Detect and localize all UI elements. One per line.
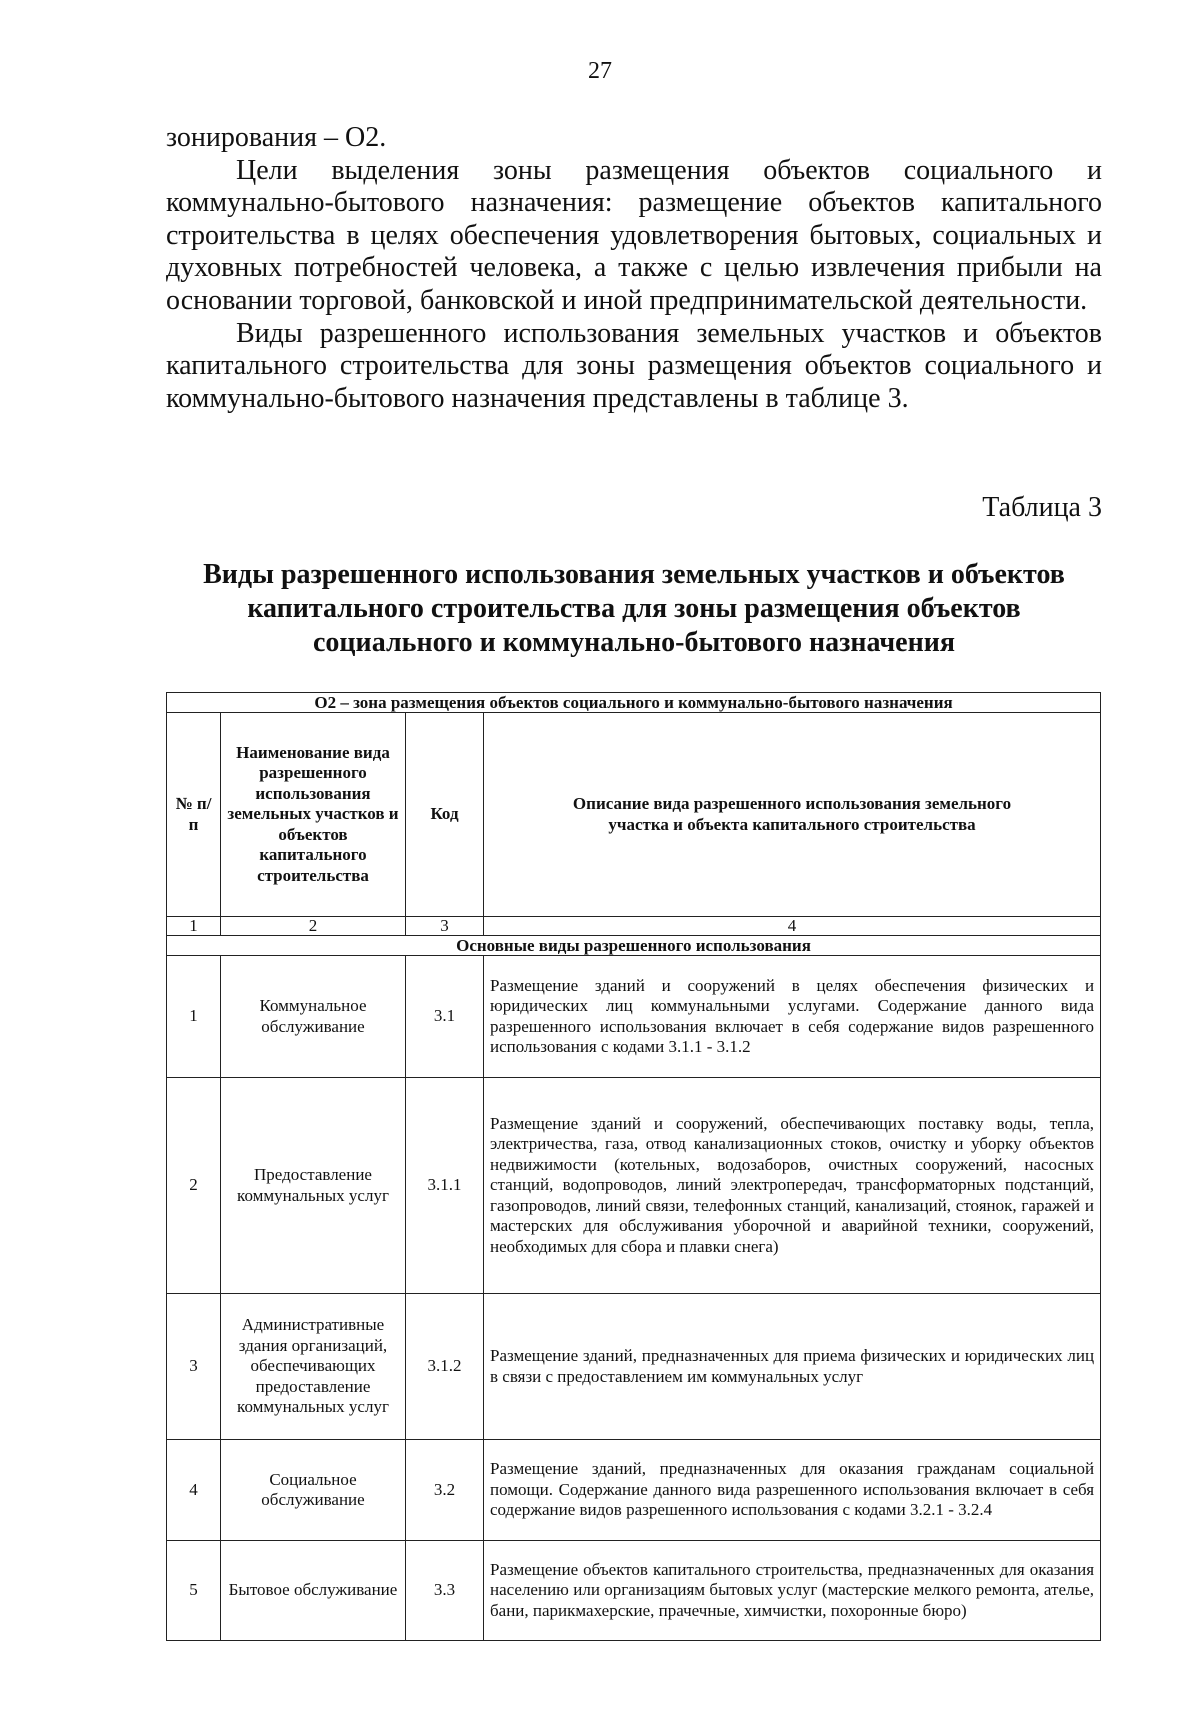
row-name: Коммунальное обслуживание	[221, 956, 406, 1078]
column-header-description: Описание вида разрешенного использования земельного участка и объекта капитального строительства	[484, 713, 1101, 917]
row-num: 1	[167, 956, 221, 1078]
row-num: 5	[167, 1541, 221, 1641]
row-name: Административные здания организаций, обеспечивающих предоставление коммунальных услуг	[221, 1294, 406, 1440]
column-header-num: № п/п	[167, 713, 221, 917]
table-row	[167, 1541, 1101, 1641]
column-header-name: Наименование вида разрешенного использования земельных участков и объектов капитального строительства	[221, 713, 406, 917]
paragraph-zoning-end: зонирования – О2.	[166, 122, 387, 153]
row-description: Размещение зданий, предназначенных для приема физических и юридических лиц в связи с предоставлением им коммунальных услуг	[484, 1294, 1101, 1440]
land-use-table	[166, 692, 1101, 1641]
table-row	[167, 1078, 1101, 1294]
column-number: 2	[221, 917, 406, 936]
column-number-row	[167, 917, 1101, 936]
column-number: 4	[484, 917, 1101, 936]
column-header-row	[167, 713, 1101, 917]
row-description: Размещение зданий, предназначенных для оказания гражданам социальной помощи. Содержание данного вида разрешенного использования включает в себя содержание видов разрешенного использования с кодами 3.2.1 - 3.2.4	[484, 1440, 1101, 1541]
table-row	[167, 1440, 1101, 1541]
section-header: Основные виды разрешенного использования	[167, 936, 1101, 956]
zone-header-row	[167, 693, 1101, 713]
row-code: 3.1.1	[406, 1078, 484, 1294]
table-title: Виды разрешенного использования земельных участков и объектов капитального строительства для зоны размещения объектов социального и коммунально-бытового назначения	[203, 559, 1065, 658]
row-num: 4	[167, 1440, 221, 1541]
row-code: 3.1	[406, 956, 484, 1078]
table-row	[167, 1294, 1101, 1440]
row-code: 3.3	[406, 1541, 484, 1641]
paragraph-land-use-types: Виды разрешенного использования земельных участков и объектов капитального строительства для зоны размещения объектов социального и коммунально-бытового назначения представлены в таблице 3.	[166, 317, 1102, 414]
column-number: 3	[406, 917, 484, 936]
row-name: Предоставление коммунальных услуг	[221, 1078, 406, 1294]
paragraph-zone-goals: Цели выделения зоны размещения объектов социального и коммунально-бытового назначения: размещение объектов капитального строительства в целях обеспечения удовлетворения бытовых, социальных и духовных потребностей человека, а также с целью извлечения прибыли на основании торговой, банковской и иной предпринимательской деятельности.	[166, 154, 1102, 316]
row-name: Социальное обслуживание	[221, 1440, 406, 1541]
column-header-code: Код	[406, 713, 484, 917]
row-num: 3	[167, 1294, 221, 1440]
row-description: Размещение объектов капитального строительства, предназначенных для оказания населению или организациям бытовых услуг (мастерские мелкого ремонта, ателье, бани, парикмахерские, прачечные, химчистки, похоронные бюро)	[484, 1541, 1101, 1641]
zone-header: О2 – зона размещения объектов социального и коммунально-бытового назначения	[167, 693, 1101, 713]
table-label: Таблица 3	[982, 492, 1102, 523]
row-code: 3.1.2	[406, 1294, 484, 1440]
row-description: Размещение зданий и сооружений в целях обеспечения физических и юридических лиц коммунальными услугами. Содержание данного вида разрешенного использования включает в себя содержание видов разрешенного использования с кодами 3.1.1 - 3.1.2	[484, 956, 1101, 1078]
row-code: 3.2	[406, 1440, 484, 1541]
section-header-row	[167, 936, 1101, 956]
table-row	[167, 956, 1101, 1078]
page-number: 27	[588, 58, 612, 84]
row-num: 2	[167, 1078, 221, 1294]
row-description: Размещение зданий и сооружений, обеспечивающих поставку воды, тепла, электричества, газа, отвод канализационных стоков, очистку и уборку объектов недвижимости (котельных, водозаборов, очистных сооружений, насосных станций, водопроводов, линий электропередач, трансформаторных подстанций, газопроводов, линий связи, телефонных станций, канализаций, стоянок, гаражей и мастерских для обслуживания уборочной и аварийной техники, сооружений, необходимых для сбора и плавки снега)	[484, 1078, 1101, 1294]
row-name: Бытовое обслуживание	[221, 1541, 406, 1641]
body-text	[166, 122, 1102, 415]
column-number: 1	[167, 917, 221, 936]
